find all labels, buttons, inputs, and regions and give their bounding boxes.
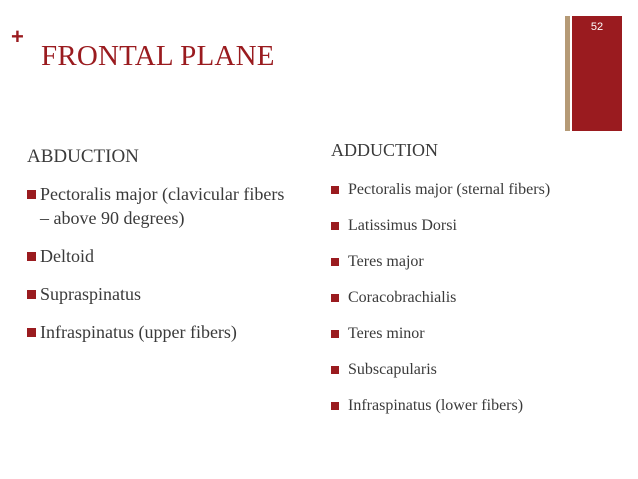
- square-bullet-icon: [331, 402, 339, 410]
- list-item-label: Supraspinatus: [40, 284, 141, 304]
- list-item: [27, 282, 297, 306]
- list-item: [331, 180, 631, 200]
- slide-number: 52: [590, 21, 604, 33]
- square-bullet-icon: [27, 328, 36, 337]
- adduction-list: [331, 180, 631, 416]
- square-bullet-icon: [331, 294, 339, 302]
- tan-accent-bar: [565, 16, 570, 131]
- list-item-label: Subscapularis: [348, 361, 437, 378]
- abduction-list: [27, 182, 297, 344]
- square-bullet-icon: [331, 186, 339, 194]
- list-item: [27, 182, 297, 230]
- square-bullet-icon: [27, 290, 36, 299]
- list-item: [331, 324, 631, 344]
- square-bullet-icon: [331, 366, 339, 374]
- list-item: [331, 396, 631, 416]
- list-item-label: Deltoid: [40, 246, 94, 266]
- list-item: [27, 320, 297, 344]
- red-accent-block: [572, 16, 622, 131]
- list-item: [27, 244, 297, 268]
- list-item: [331, 288, 631, 308]
- adduction-heading: ADDUCTION: [331, 140, 438, 160]
- list-item-label: Teres minor: [348, 325, 425, 342]
- list-item: [331, 216, 631, 236]
- list-item-label: Latissimus Dorsi: [348, 217, 457, 234]
- abduction-column: [27, 145, 297, 358]
- list-item-label: Pectoralis major (clavicular fibers – above 90 degrees): [40, 184, 285, 228]
- slide-title: FRONTAL PLANE: [41, 40, 275, 72]
- list-item-label: Infraspinatus (upper fibers): [40, 322, 237, 342]
- square-bullet-icon: [331, 330, 339, 338]
- plus-icon: +: [11, 24, 24, 49]
- list-item-label: Coracobrachialis: [348, 289, 457, 306]
- square-bullet-icon: [331, 258, 339, 266]
- adduction-column: [331, 138, 631, 432]
- list-item-label: Pectoralis major (sternal fibers): [348, 181, 551, 198]
- list-item-label: Infraspinatus (lower fibers): [348, 397, 524, 414]
- square-bullet-icon: [331, 222, 339, 230]
- square-bullet-icon: [27, 252, 36, 261]
- list-item-label: Teres major: [348, 253, 424, 270]
- square-bullet-icon: [27, 190, 36, 199]
- list-item: [331, 252, 631, 272]
- list-item: [331, 360, 631, 380]
- abduction-heading: ABDUCTION: [27, 146, 139, 167]
